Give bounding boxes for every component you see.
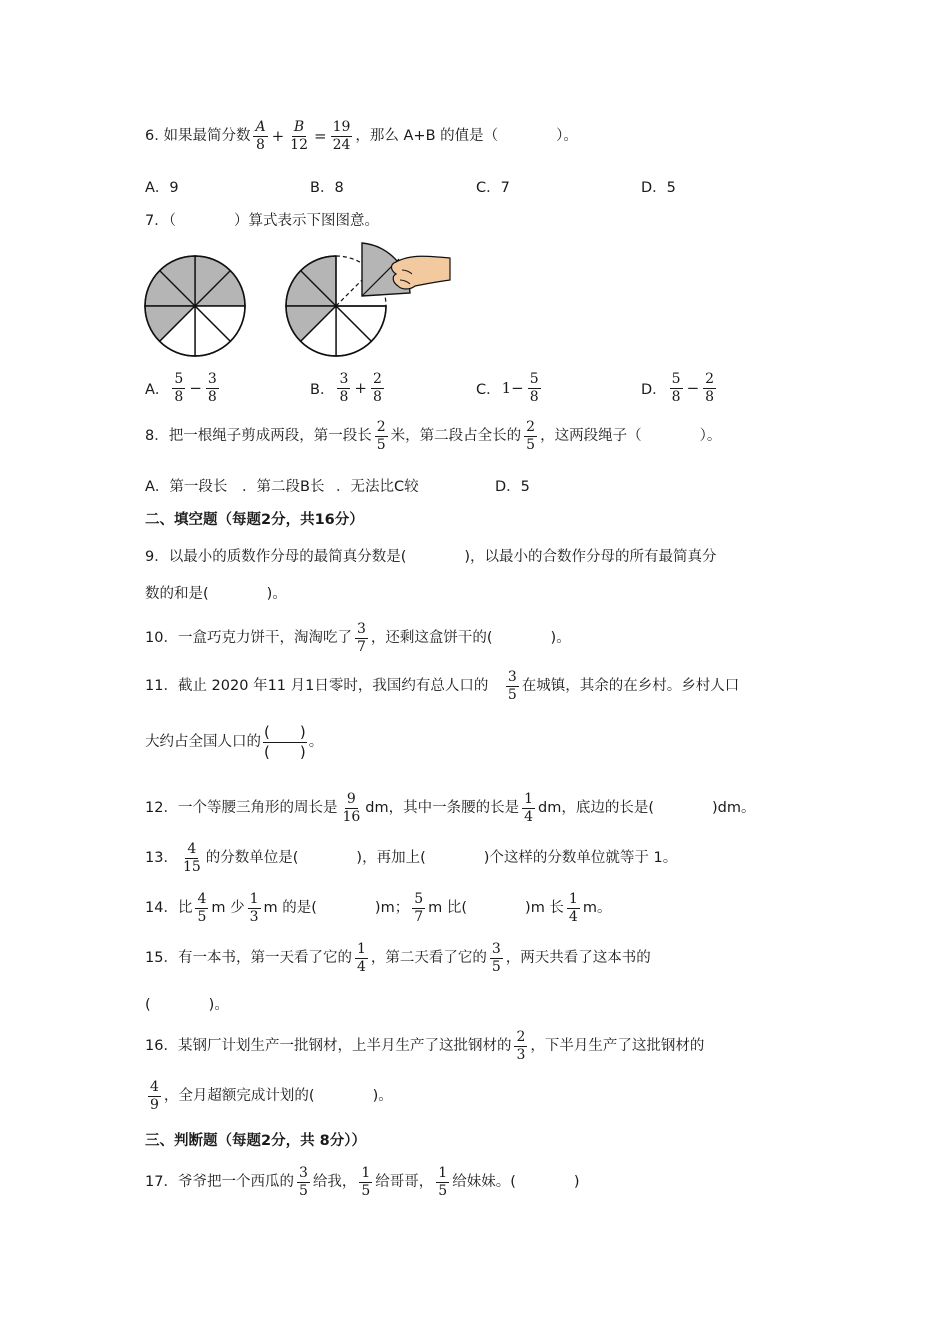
- fraction-9-over-16: $\frac{9}{16}$: [342, 791, 361, 825]
- q12-line: 12．一个等腰三角形的周长是 $\frac{9}{16}$ dm，其中一条腰的长是 $\frac{1}{4}$ dm，底边的长是( )dm。: [145, 791, 756, 825]
- q8-text-post: ，这两段绳子（ ）。: [540, 427, 722, 444]
- fraction-19-over-24: $\frac{19}{24}$: [332, 119, 351, 153]
- fraction-1-over-4: $\frac{1}{4}$: [524, 791, 534, 825]
- q6-text-pre: 6. 如果最简分数: [145, 127, 251, 144]
- fraction-2-over-5: $\frac{2}{5}$: [376, 419, 386, 453]
- fraction-3-over-5-b: $\frac{3}{5}$: [491, 941, 501, 975]
- fraction-2-over-3: $\frac{2}{3}$: [516, 1029, 526, 1063]
- q6-option-c[interactable]: C．7: [476, 180, 510, 196]
- q16-line-1: 16．某钢厂计划生产一批钢材，上半月生产了这批钢材的 $\frac{2}{3}$ ，下半月生产了这批钢材的: [145, 1029, 705, 1063]
- q13-line: 13． $\frac{4}{15}$ 的分数单位是( )，再加上( )个这样的分数单位就等于 1。: [145, 841, 678, 875]
- fraction-4-over-5: $\frac{4}{5}$: [197, 891, 207, 925]
- fraction-1-over-4-c: $\frac{1}{4}$: [356, 941, 366, 975]
- circle-eighths-shaded: [145, 256, 245, 356]
- fraction-b-over-12: $\frac{B}{12}$: [290, 119, 308, 153]
- q6-option-a[interactable]: A．9: [145, 180, 179, 196]
- q15-line-2: ( )。: [145, 997, 229, 1013]
- section-2-heading: 二、填空题（每题2分，共16分）: [145, 512, 364, 528]
- fraction-1-over-3: $\frac{1}{3}$: [249, 891, 259, 925]
- q7-option-c[interactable]: C． 1− $\frac{5}{8}$: [476, 371, 539, 405]
- fraction-2-over-5-b: $\frac{2}{5}$: [526, 419, 536, 453]
- fraction-3-over-7: $\frac{3}{7}$: [356, 621, 366, 655]
- q15-line-1: 15．有一本书，第一天看了它的 $\frac{1}{4}$ ，第二天看了它的 $\frac{3}{5}$ ，两天共看了这本书的: [145, 941, 651, 975]
- q7-figure: [140, 240, 460, 360]
- q9-line-1: 9．以最小的质数作分母的最简真分数是( )，以最小的合数作分母的所有最简真分: [145, 549, 717, 565]
- equals-sign: =: [313, 126, 327, 145]
- q8-text-mid: 米，第二段占全长的: [390, 427, 522, 444]
- hand-icon: [392, 256, 451, 289]
- q7-option-a[interactable]: A． $\frac{5}{8}$ − $\frac{3}{8}$: [145, 371, 217, 405]
- q6-option-d[interactable]: D．5: [641, 180, 676, 196]
- q7-option-d[interactable]: D． $\frac{5}{8}$ − $\frac{2}{8}$: [641, 371, 715, 405]
- fraction-1-over-4-b: $\frac{1}{4}$: [568, 891, 578, 925]
- fraction-3-over-5-c: $\frac{3}{5}$: [298, 1165, 308, 1199]
- plus-sign: +: [271, 126, 285, 145]
- fraction-1-over-5-b: $\frac{1}{5}$: [438, 1165, 448, 1199]
- q6-text-post: ，那么 A+B 的值是（ ）。: [355, 127, 578, 144]
- q6-option-b[interactable]: B．8: [310, 180, 344, 196]
- q17-line: 17．爷爷把一个西瓜的 $\frac{3}{5}$ 给我， $\frac{1}{5}$ 给哥哥， $\frac{1}{5}$ 给妹妹。( ): [145, 1165, 580, 1199]
- section-3-heading: 三、判断题（每题2分，共 8分））: [145, 1133, 366, 1149]
- q8-option-c[interactable]: ．无法比C较: [336, 479, 419, 495]
- q11-line-1: 11．截止 2020 年11 月1日零时，我国约有总人口的 $\frac{3}{5}$ 在城镇，其余的在乡村。乡村人口: [145, 669, 740, 703]
- blank-fraction-answer[interactable]: ( ) ( ): [264, 723, 306, 761]
- fraction-3-over-5: $\frac{3}{5}$: [507, 669, 517, 703]
- q6-line: [145, 120, 578, 152]
- q9-line-2: 数的和是( )。: [145, 586, 287, 602]
- q8-option-b[interactable]: ．第二段B长: [242, 479, 325, 495]
- q7-text: 7．（ ）算式表示下图图意。: [145, 213, 379, 229]
- fraction-5-over-7: $\frac{5}{7}$: [414, 891, 424, 925]
- fraction-4-over-15: $\frac{4}{15}$: [182, 841, 201, 875]
- q8-text-pre: 8．把一根绳子剪成两段，第一段长: [145, 427, 372, 444]
- q14-line: 14．比 $\frac{4}{5}$ m 少 $\frac{1}{3}$ m 的是( )m； $\frac{5}{7}$ m 比( )m 长 $\frac{1}{4}$ m。: [145, 891, 612, 925]
- q8-option-a[interactable]: A．第一段长: [145, 479, 228, 495]
- fraction-a-over-8: $\frac{A}{8}$: [255, 119, 266, 153]
- q11-line-2: 大约占全国人口的 ( ) ( ) 。: [145, 723, 324, 761]
- q8-line: [145, 420, 721, 452]
- fraction-4-over-9: $\frac{4}{9}$: [150, 1079, 159, 1113]
- q8-option-d[interactable]: D．5: [495, 479, 530, 495]
- q10-line: 10．一盒巧克力饼干，淘淘吃了 $\frac{3}{7}$ ，还剩这盒饼干的( )。: [145, 621, 571, 655]
- fraction-1-over-5: $\frac{1}{5}$: [361, 1165, 371, 1199]
- q7-option-b[interactable]: B． $\frac{3}{8}$ + $\frac{2}{8}$: [310, 371, 382, 405]
- q16-line-2: $\frac{4}{9}$ ，全月超额完成计划的( )。: [150, 1079, 393, 1113]
